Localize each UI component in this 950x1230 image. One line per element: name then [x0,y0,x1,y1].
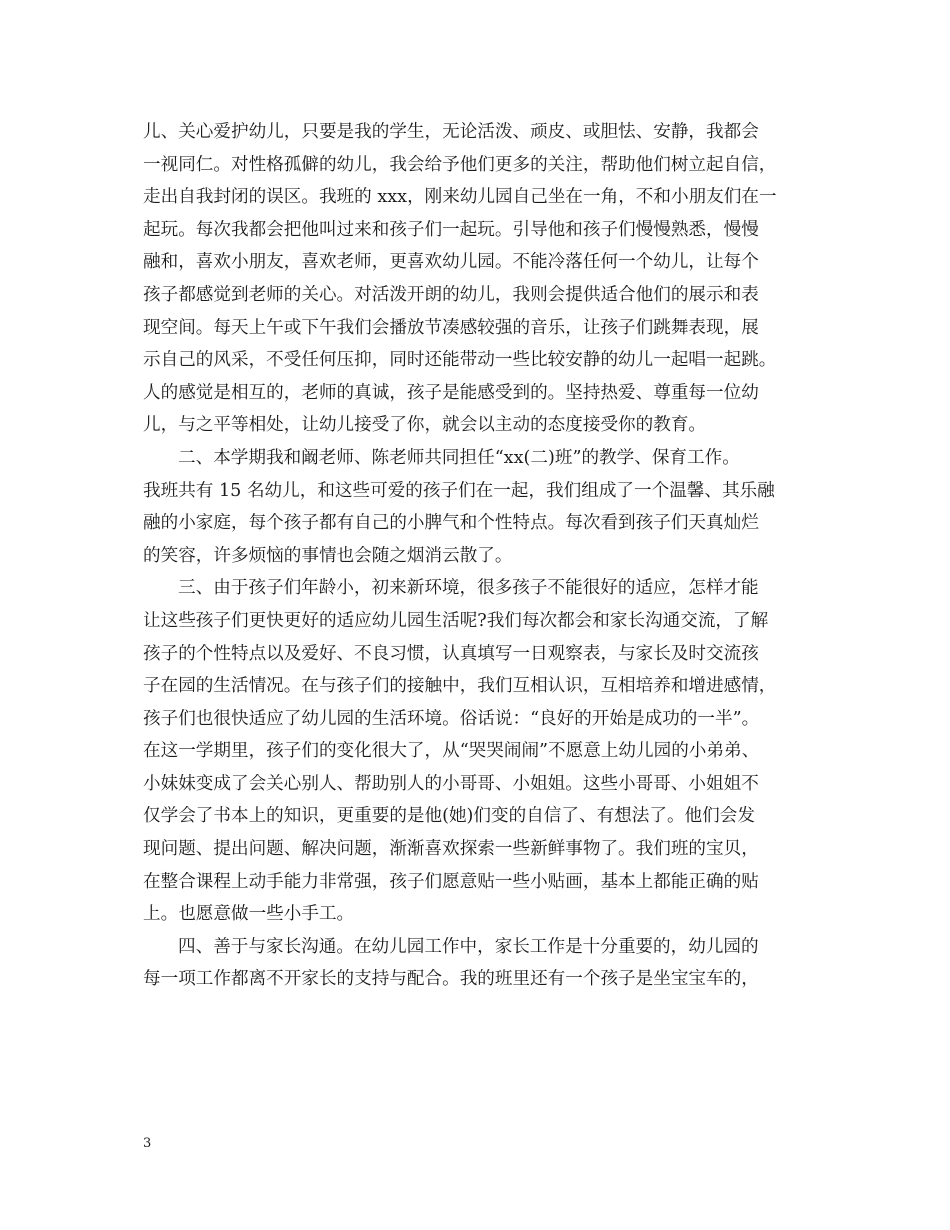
text-line: 孩子都感觉到老师的关心。对活泼开朗的幼儿，我则会提供适合他们的展示和表 [143,284,759,305]
text-line: 在这一学期里，孩子们的变化很大了，从“哭哭闹闹”不愿意上幼儿园的小弟弟、 [143,741,760,762]
text-line: 孩子们也很快适应了幼儿园的生活环境。俗话说：“良好的开始是成功的一半”。 [143,708,760,729]
text-line: 孩子的个性特点以及爱好、不良习惯，认真填写一日观察表，与家长及时交流孩 [143,643,759,664]
body-text [143,116,823,996]
text-line: 现问题、提出问题、解决问题，渐渐喜欢探索一些新鲜事物了。我们班的宝贝， [143,839,759,860]
text-line: 融的小家庭，每个孩子都有自己的小脾气和个性特点。每次看到孩子们天真灿烂 [143,513,759,534]
text-line: 上。也愿意做一些小手工。 [143,904,355,925]
text-line: 一视同仁。对性格孤僻的幼儿，我会给予他们更多的关注，帮助他们树立起自信， [143,154,777,175]
text-line: 儿、关心爱护幼儿，只要是我的学生，无论活泼、顽皮、或胆怯、安静，我都会 [143,122,759,142]
text-line: 三、由于孩子们年龄小，初来新环境，很多孩子不能很好的适应，怎样才能 [178,578,759,599]
text-line: 仅学会了书本上的知识，更重要的是他(她)们变的自信了、有想法了。他们会发 [143,806,755,827]
text-line: 儿，与之平等相处，让幼儿接受了你，就会以主动的态度接受你的教育。 [143,415,707,436]
text-line: 四、善于与家长沟通。在幼儿园工作中，家长工作是十分重要的，幼儿园的 [178,936,759,957]
text-line: 的笑容，许多烦恼的事情也会随之烟消云散了。 [143,545,513,566]
text-line: 走出自我封闭的误区。我班的 xxx，刚来幼儿园自己坐在一角，不和小朋友们在一 [143,187,777,208]
text-line: 每一项工作都离不开家长的支持与配合。我的班里还有一个孩子是坐宝宝车的， [143,969,759,990]
text-line: 小妹妹变成了会关心别人、帮助别人的小哥哥、小姐姐。这些小哥哥、小姐姐不 [143,773,759,794]
text-line: 示自己的风采，不受任何压抑，同时还能带动一些比较安静的幼儿一起唱一起跳。 [143,350,777,371]
text-line: 二、本学期我和阚老师、陈老师共同担任“xx(二)班”的教学、保育工作。 [178,447,740,468]
text-line: 让这些孩子们更快更好的适应幼儿园生活呢?我们每次都会和家长沟通交流，了解 [143,610,769,631]
text-line: 起玩。每次我都会把他叫过来和孩子们一起玩。引导他和孩子们慢慢熟悉，慢慢 [143,219,759,240]
text-line: 在整合课程上动手能力非常强，孩子们愿意贴一些小贴画，基本上都能正确的贴 [143,871,759,892]
text-line: 现空间。每天上午或下午我们会播放节凑感较强的音乐，让孩子们跳舞表现，展 [143,317,759,338]
text-line: 子在园的生活情况。在与孩子们的接触中，我们互相认识，互相培养和增进感情， [143,676,777,697]
text-line: 人的感觉是相互的，老师的真诚，孩子是能感受到的。坚持热爱、尊重每一位幼 [143,382,759,403]
page-number: 3 [143,1136,152,1151]
text-line: 我班共有 15 名幼儿，和这些可爱的孩子们在一起，我们组成了一个温馨、其乐融 [143,480,775,501]
text-line: 融和，喜欢小朋友，喜欢老师，更喜欢幼儿园。不能冷落任何一个幼儿，让每个 [143,252,759,273]
